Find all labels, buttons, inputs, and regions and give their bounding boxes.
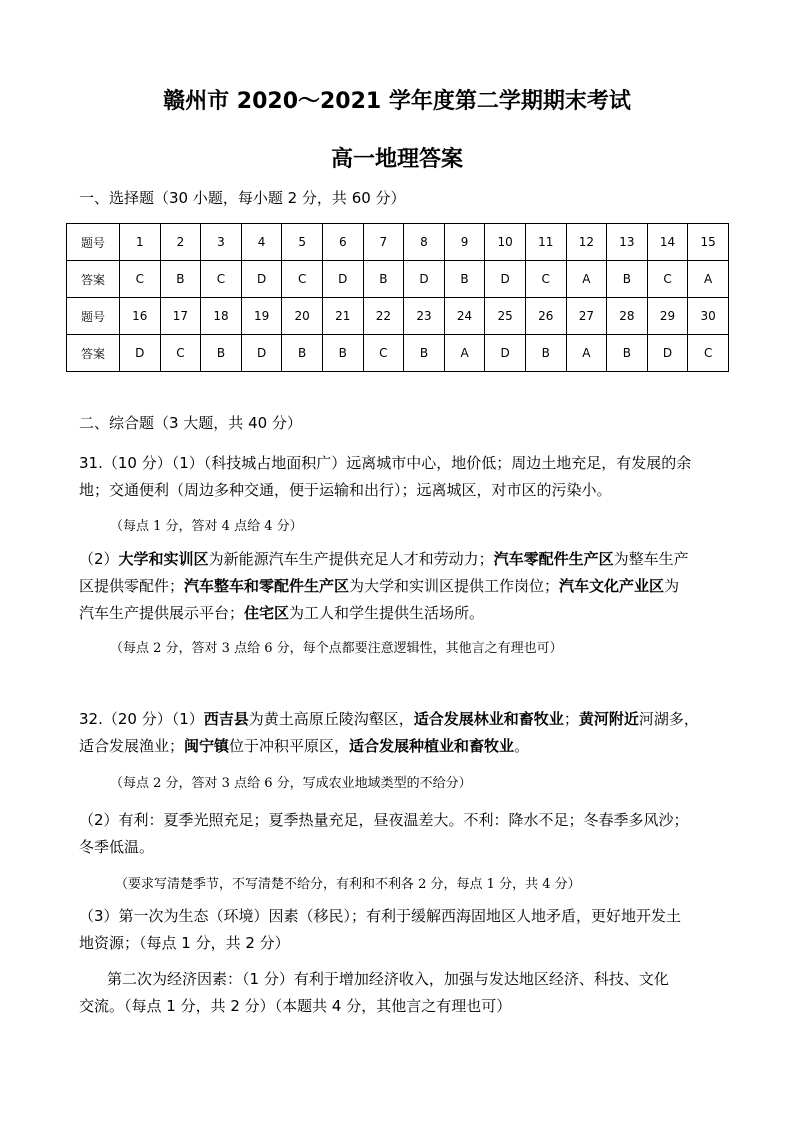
row-label: 题号 bbox=[67, 298, 120, 335]
answer-table bbox=[66, 223, 729, 372]
answer-cell: B bbox=[363, 261, 404, 298]
question-number-cell: 9 bbox=[444, 224, 485, 261]
question-number-cell: 21 bbox=[322, 298, 363, 335]
answer-cell: C bbox=[363, 335, 404, 372]
table-row-answers-1 bbox=[67, 261, 729, 298]
question-number-cell: 8 bbox=[404, 224, 445, 261]
question-number-cell: 28 bbox=[607, 298, 648, 335]
question-number-cell: 6 bbox=[322, 224, 363, 261]
section2-heading: 二、综合题（3 大题，共 40 分） bbox=[79, 414, 302, 432]
question-number-cell: 13 bbox=[607, 224, 648, 261]
answer-cell: C bbox=[120, 261, 161, 298]
answer-cell: B bbox=[282, 335, 323, 372]
answer-cell: D bbox=[322, 261, 363, 298]
question-number-cell: 7 bbox=[363, 224, 404, 261]
answer-cell: B bbox=[444, 261, 485, 298]
answer-cell: D bbox=[647, 335, 688, 372]
q31-part2-line1: （2）大学和实训区为新能源汽车生产提供充足人才和劳动力；汽车零配件生产区为整车生产 bbox=[79, 550, 689, 568]
question-number-cell: 20 bbox=[282, 298, 323, 335]
question-number-cell: 19 bbox=[241, 298, 282, 335]
question-number-cell: 10 bbox=[485, 224, 526, 261]
question-number-cell: 16 bbox=[120, 298, 161, 335]
answer-cell: D bbox=[241, 335, 282, 372]
exam-subtitle: 高一地理答案 bbox=[330, 147, 463, 172]
q32-part2-line2: 冬季低温。 bbox=[79, 838, 155, 856]
answer-cell: D bbox=[120, 335, 161, 372]
answer-cell: A bbox=[566, 335, 607, 372]
answer-cell: B bbox=[404, 335, 445, 372]
q32-part4-line1: 第二次为经济因素：（1 分）有利于增加经济收入，加强与发达地区经济、科技、文化 bbox=[107, 970, 669, 988]
answer-cell: B bbox=[322, 335, 363, 372]
question-number-cell: 15 bbox=[688, 224, 729, 261]
question-number-cell: 23 bbox=[404, 298, 445, 335]
answer-cell: D bbox=[485, 261, 526, 298]
q31-part1-line1: 31.（10 分）（1）（科技城占地面积广）远离城市中心，地价低；周边土地充足，有发展的余 bbox=[79, 454, 692, 472]
answer-cell: D bbox=[485, 335, 526, 372]
answer-cell: B bbox=[201, 335, 242, 372]
question-number-cell: 22 bbox=[363, 298, 404, 335]
row-label: 题号 bbox=[67, 224, 120, 261]
question-number-cell: 4 bbox=[241, 224, 282, 261]
question-number-cell: 5 bbox=[282, 224, 323, 261]
answer-cell: A bbox=[566, 261, 607, 298]
row-label: 答案 bbox=[67, 335, 120, 372]
table-row-answers-2 bbox=[67, 335, 729, 372]
answer-cell: B bbox=[525, 335, 566, 372]
q31-note2: （每点 2 分，答对 3 点给 6 分，每个点都要注意逻辑性，其他言之有理也可） bbox=[110, 641, 563, 656]
q31-part1-line2: 地；交通便利（周边多种交通，便于运输和出行）；远离城区，对市区的污染小。 bbox=[79, 481, 612, 499]
answer-cell: C bbox=[282, 261, 323, 298]
question-number-cell: 25 bbox=[485, 298, 526, 335]
q31-note1: （每点 1 分，答对 4 点给 4 分） bbox=[110, 519, 303, 534]
question-number-cell: 24 bbox=[444, 298, 485, 335]
q31-part2-line2: 区提供零配件；汽车整车和零配件生产区为大学和实训区提供工作岗位；汽车文化产业区为 bbox=[79, 577, 680, 595]
answer-cell: D bbox=[241, 261, 282, 298]
question-number-cell: 27 bbox=[566, 298, 607, 335]
question-number-cell: 14 bbox=[647, 224, 688, 261]
q32-note2: （要求写清楚季节，不写清楚不给分，有利和不利各 2 分，每点 1 分，共 4 分） bbox=[115, 877, 581, 892]
q32-part3-line2: 地资源；（每点 1 分，共 2 分） bbox=[79, 934, 290, 952]
question-number-cell: 3 bbox=[201, 224, 242, 261]
question-number-cell: 1 bbox=[120, 224, 161, 261]
table-row-questions-2 bbox=[67, 298, 729, 335]
answer-cell: B bbox=[607, 261, 648, 298]
answer-cell: B bbox=[607, 335, 648, 372]
question-number-cell: 30 bbox=[688, 298, 729, 335]
section1-heading: 一、选择题（30 小题，每小题 2 分，共 60 分） bbox=[79, 189, 406, 207]
question-number-cell: 18 bbox=[201, 298, 242, 335]
q31-part2-line3: 汽车生产提供展示平台；住宅区为工人和学生提供生活场所。 bbox=[79, 604, 485, 622]
answer-cell: A bbox=[688, 261, 729, 298]
table-row-questions-1 bbox=[67, 224, 729, 261]
exam-title: 赣州市 2020～2021 学年度第二学期期末考试 bbox=[163, 89, 631, 114]
answer-cell: C bbox=[525, 261, 566, 298]
q32-part1-line1: 32.（20 分）（1）西吉县为黄土高原丘陵沟壑区，适合发展林业和畜牧业；黄河附近河湖多， bbox=[79, 710, 699, 728]
q32-part3-line1: （3）第一次为生态（环境）因素（移民）；有利于缓解西海固地区人地矛盾，更好地开发土 bbox=[79, 907, 682, 925]
q32-part4-line2: 交流。（每点 1 分，共 2 分）（本题共 4 分，其他言之有理也可） bbox=[79, 997, 512, 1015]
q32-part1-line2: 适合发展渔业；闽宁镇位于冲积平原区，适合发展种植业和畜牧业。 bbox=[79, 737, 530, 755]
q32-note1: （每点 2 分，答对 3 点给 6 分，写成农业地域类型的不给分） bbox=[110, 776, 472, 791]
question-number-cell: 17 bbox=[160, 298, 201, 335]
question-number-cell: 26 bbox=[525, 298, 566, 335]
answer-cell: C bbox=[201, 261, 242, 298]
row-label: 答案 bbox=[67, 261, 120, 298]
answer-cell: C bbox=[160, 335, 201, 372]
answer-cell: C bbox=[647, 261, 688, 298]
answer-cell: A bbox=[444, 335, 485, 372]
answer-cell: C bbox=[688, 335, 729, 372]
answer-cell: D bbox=[404, 261, 445, 298]
question-number-cell: 2 bbox=[160, 224, 201, 261]
question-number-cell: 11 bbox=[525, 224, 566, 261]
question-number-cell: 29 bbox=[647, 298, 688, 335]
q32-part2-line1: （2）有利：夏季光照充足；夏季热量充足，昼夜温差大。不利：降水不足；冬春季多风沙； bbox=[79, 811, 689, 829]
question-number-cell: 12 bbox=[566, 224, 607, 261]
answer-cell: B bbox=[160, 261, 201, 298]
